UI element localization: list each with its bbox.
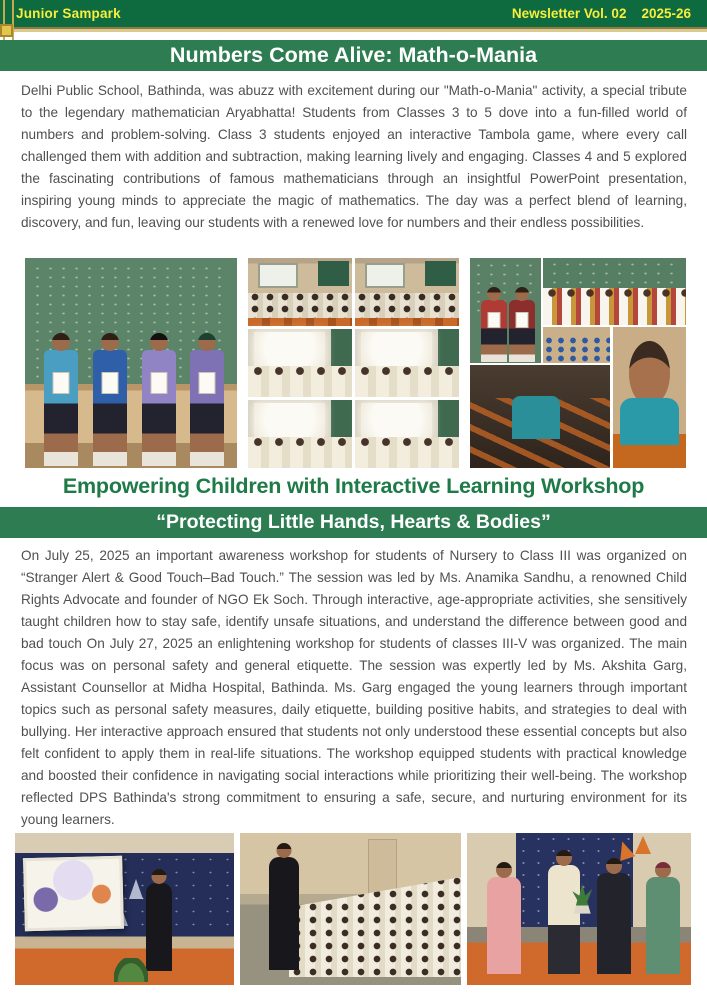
- bright-screen: [361, 403, 432, 438]
- workshop-heading: Empowering Children with Interactive Learning Workshop: [62, 474, 645, 498]
- student-figure: [93, 350, 127, 466]
- students-at-screen-photo: [248, 400, 352, 468]
- newsletter-year: 2025-26: [641, 6, 691, 21]
- seated-audience: [289, 877, 461, 977]
- student-figure: [44, 350, 78, 466]
- student-figure: [481, 300, 507, 362]
- student-figure: [142, 350, 176, 466]
- bright-screen: [361, 332, 432, 367]
- classroom-photo: [248, 258, 352, 326]
- stage-presentation-photo: [15, 833, 234, 985]
- students-with-certificates: [543, 288, 686, 325]
- classroom-desks-photo: [543, 327, 610, 363]
- students-row: [355, 437, 459, 468]
- girl-in-teal-photo: [613, 327, 686, 468]
- section-title-math: Numbers Come Alive: Math-o-Mania: [169, 43, 538, 67]
- guest-in-black: [597, 873, 631, 975]
- green-board: [318, 261, 349, 285]
- student-figure: [190, 350, 224, 466]
- presenter-figure: [269, 857, 299, 969]
- green-board: [425, 261, 456, 285]
- workshop-photo-row: [15, 833, 691, 985]
- tree-decoration: [129, 879, 143, 899]
- workshop-article-text: On July 25, 2025 an important awareness workshop for students of Nursery to Class III was organized on “Stranger Alert & Good Touch–Bad Touch.” The session was led by Ms. Anamika Sandhu, a renowned Child Rights Advocate and founder of NGO Ek Soch. Through interactive, age-appropriate activities, she sensitively taught children how to stay safe, identify unsafe situations, and understand the difference between good and bad touch On July 27, 2025 an enlightening workshop for students of classes III-V was organized. The main focus was on personal safety and general etiquette. The session was expertly led by Ms. Akshita Garg, Assistant Counsellor at Midha Hospital, Bathinda. Ms. Garg engaged the young learners through important topics such as personal safety measures, daily etiquette, building positive habits, and strategies to deal with bullying. Her interactive approach ensured that students not only understood these essential concepts but also felt confident to apply them in real-life situations. The workshop equipped students with practical knowledge and boosted their confidence in navigating social interactions while prioritizing their well-being. The workshop reflected DPS Bathinda's strong commitment to ensuring a safe, secure, and nurturing environment for its young learners.: [21, 548, 687, 827]
- newsletter-volume: [512, 6, 691, 21]
- section-title-workshop: “Protecting Little Hands, Hearts & Bodies”: [156, 511, 551, 533]
- two-students-certificates-photo: [470, 258, 541, 363]
- projector-screen: [258, 263, 298, 287]
- plant-felicitation-photo: [467, 833, 691, 985]
- math-winners-photo: [25, 258, 237, 468]
- classroom-photo: [355, 258, 459, 326]
- students-at-screen-photo: [355, 329, 459, 397]
- orange-decoration: [635, 836, 651, 854]
- corner-ornament: [0, 24, 13, 37]
- math-photo-row: [25, 258, 686, 468]
- students-at-screen-photo: [355, 400, 459, 468]
- top-header-bar: [0, 0, 707, 27]
- students-row: [248, 437, 352, 468]
- assembly-audience-photo: [240, 833, 461, 985]
- students-in-blue: [543, 336, 610, 363]
- students-row: [248, 366, 352, 397]
- math-article-text: Delhi Public School, Bathinda, was abuzz with excitement during our "Math-o-Mania" activity, a special tribute to the legendary mathematician Aryabhatta! Students from Classes 3 to 5 dove into a fun-filled world of numbers and problem-solving. Class 3 students enjoyed an interactive Tambola game, where every call challenged them with addition and subtraction, making learning lively and engaging. Classes 4 and 5 explored the fascinating contributions of famous mathematicians through an insightful PowerPoint presentation, inspiring young minds to appreciate the magic of mathematics. The day was a perfect blend of learning, discovery, and fun, leaving our students with a renewed love for numbers and their endless possibilities.: [21, 83, 687, 230]
- students-row: [355, 366, 459, 397]
- students-at-screen-photo: [248, 329, 352, 397]
- guest-in-pink: [487, 877, 521, 974]
- seated-students: [248, 293, 352, 326]
- bright-screen: [254, 332, 325, 367]
- brand-title: Junior Sampark: [16, 6, 121, 21]
- guest-in-green: [646, 877, 680, 974]
- presenter-figure: [146, 883, 172, 971]
- bright-screen: [254, 403, 325, 438]
- students-certificates-group-photo: [543, 258, 686, 325]
- gold-divider: [0, 27, 707, 32]
- seated-students: [355, 293, 459, 326]
- projector-screen-slide: [23, 856, 123, 932]
- certificate-collage-photo: [470, 258, 686, 468]
- section-banner-math: [0, 40, 707, 71]
- classroom-presentation-grid-photo: [248, 258, 459, 468]
- newsletter-label: Newsletter Vol. 02: [511, 6, 627, 21]
- dark-classroom-photo: [470, 365, 610, 468]
- student-figure: [509, 300, 535, 362]
- man-with-plant: [548, 865, 580, 974]
- projector-screen: [365, 263, 405, 287]
- plant-decoration: [114, 958, 148, 982]
- section-banner-workshop: [0, 507, 707, 538]
